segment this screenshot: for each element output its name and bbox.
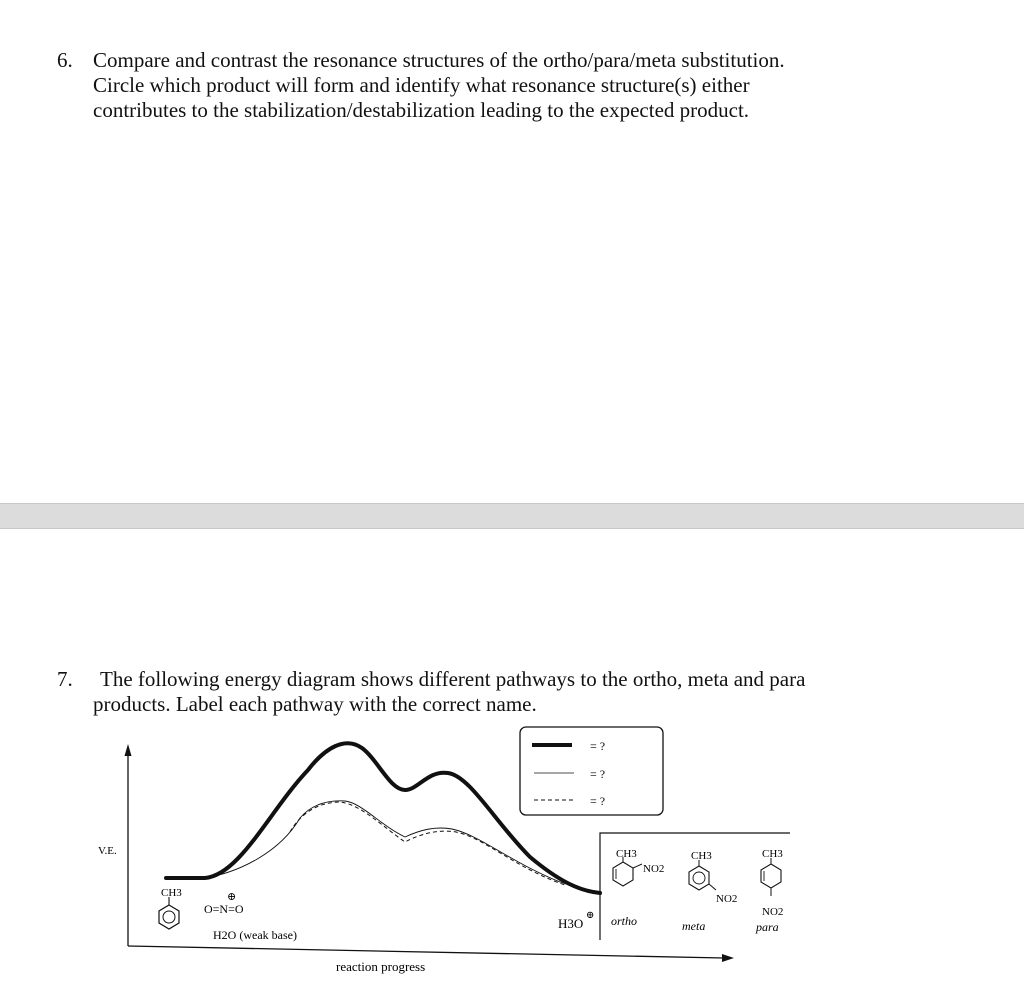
ortho-ch3-label: CH3 <box>616 848 637 860</box>
reactant-benzene-ring <box>159 905 179 929</box>
ortho-no2-bond <box>633 864 642 868</box>
legend-label-1: = ? <box>590 739 606 753</box>
question-6-line-1: Compare and contrast the resonance structures of the ortho/para/meta substitution. <box>93 48 785 72</box>
x-axis-arrowhead <box>722 954 734 962</box>
byproduct-charge: ⊕ <box>586 910 595 921</box>
y-axis-label: V.E. <box>98 845 117 857</box>
para-ch3-label: CH3 <box>762 848 783 860</box>
legend-label-3: = ? <box>590 794 606 808</box>
y-axis-arrowhead <box>125 744 132 756</box>
question-7-line-2: products. Label each pathway with the correct name. <box>93 692 537 716</box>
electrophile-charge: ⊕ <box>227 891 237 903</box>
meta-name: meta <box>682 919 706 933</box>
energy-diagram <box>0 720 1024 988</box>
base-label: H2O (weak base) <box>213 928 297 942</box>
para-name: para <box>756 920 779 934</box>
question-7-line-1: The following energy diagram shows different pathways to the ortho, meta and para <box>100 667 806 691</box>
para-no2-label: NO2 <box>762 906 784 918</box>
question-6-line-3: contributes to the stabilization/destabilization leading to the expected product. <box>93 98 750 122</box>
x-axis <box>128 946 724 958</box>
meta-no2-bond <box>709 884 716 890</box>
electrophile-label: O=N=O <box>204 902 244 916</box>
legend-label-2: = ? <box>590 767 606 781</box>
meta-no2-label: NO2 <box>716 893 738 905</box>
meta-aromatic-circle <box>693 872 705 884</box>
ortho-no2-label: NO2 <box>643 863 665 875</box>
byproduct-label: H3O <box>558 916 584 931</box>
reactant-aromatic-circle <box>163 911 175 923</box>
meta-benzene-ring <box>689 866 709 890</box>
page-separator <box>0 503 1024 529</box>
ortho-name: ortho <box>611 914 638 928</box>
question-6-line-2: Circle which product will form and identify what resonance structure(s) either <box>93 73 750 97</box>
question-7-number: 7. <box>57 667 73 691</box>
reactant-ch3-label: CH3 <box>161 887 182 899</box>
question-6-number: 6. <box>57 48 73 72</box>
x-axis-label: reaction progress <box>336 959 426 974</box>
meta-ch3-label: CH3 <box>691 850 712 862</box>
